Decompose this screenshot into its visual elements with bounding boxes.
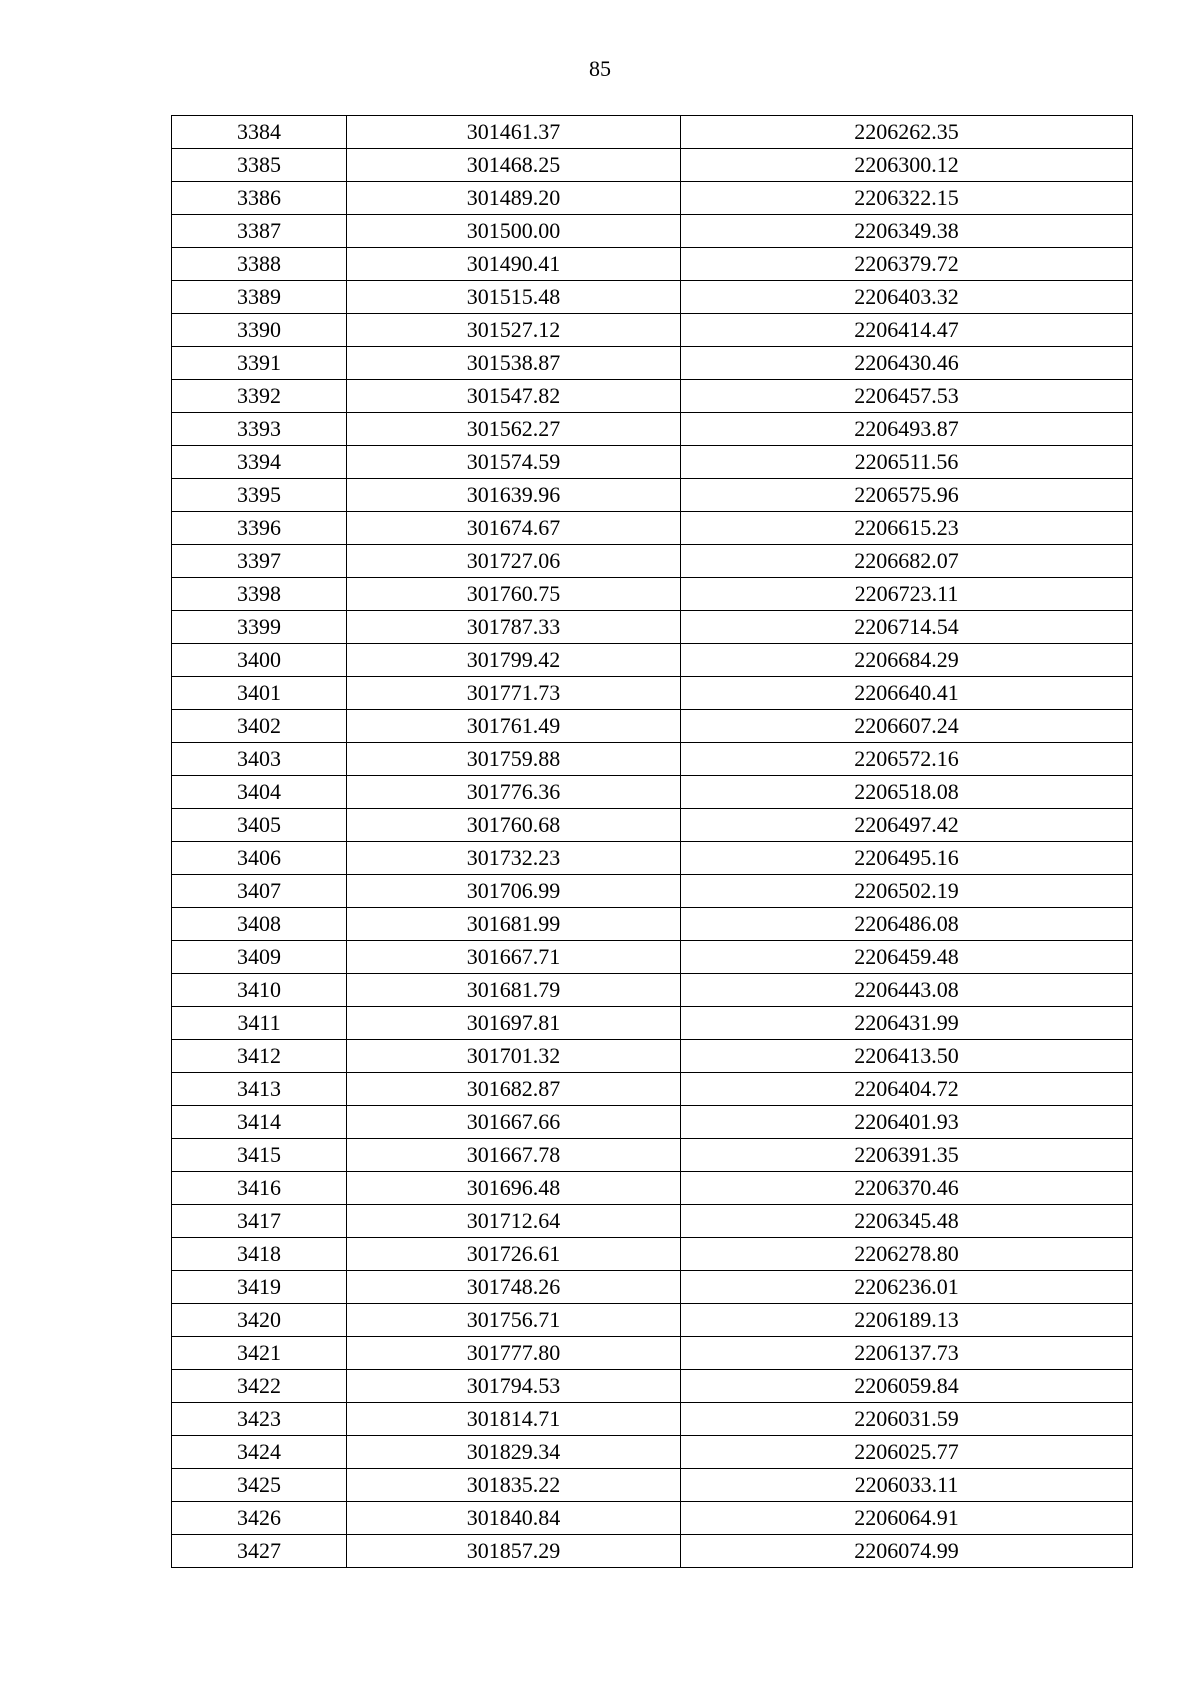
point-number-cell: 3423 bbox=[172, 1403, 347, 1436]
table-row bbox=[172, 974, 1133, 1007]
x-coordinate-cell: 301562.27 bbox=[347, 413, 681, 446]
x-coordinate-cell: 301760.75 bbox=[347, 578, 681, 611]
x-coordinate-cell: 301787.33 bbox=[347, 611, 681, 644]
point-number-cell: 3392 bbox=[172, 380, 347, 413]
x-coordinate-cell: 301759.88 bbox=[347, 743, 681, 776]
point-number-cell: 3396 bbox=[172, 512, 347, 545]
y-coordinate-cell: 2206572.16 bbox=[681, 743, 1133, 776]
table-row bbox=[172, 281, 1133, 314]
x-coordinate-cell: 301794.53 bbox=[347, 1370, 681, 1403]
point-number-cell: 3426 bbox=[172, 1502, 347, 1535]
x-coordinate-cell: 301682.87 bbox=[347, 1073, 681, 1106]
point-number-cell: 3417 bbox=[172, 1205, 347, 1238]
x-coordinate-cell: 301667.78 bbox=[347, 1139, 681, 1172]
x-coordinate-cell: 301761.49 bbox=[347, 710, 681, 743]
x-coordinate-cell: 301639.96 bbox=[347, 479, 681, 512]
point-number-cell: 3425 bbox=[172, 1469, 347, 1502]
x-coordinate-cell: 301696.48 bbox=[347, 1172, 681, 1205]
x-coordinate-cell: 301538.87 bbox=[347, 347, 681, 380]
table-row bbox=[172, 512, 1133, 545]
y-coordinate-cell: 2206684.29 bbox=[681, 644, 1133, 677]
table-row bbox=[172, 776, 1133, 809]
table-row bbox=[172, 1040, 1133, 1073]
x-coordinate-cell: 301697.81 bbox=[347, 1007, 681, 1040]
y-coordinate-cell: 2206575.96 bbox=[681, 479, 1133, 512]
table-row bbox=[172, 1469, 1133, 1502]
point-number-cell: 3414 bbox=[172, 1106, 347, 1139]
x-coordinate-cell: 301461.37 bbox=[347, 116, 681, 149]
point-number-cell: 3394 bbox=[172, 446, 347, 479]
x-coordinate-cell: 301701.32 bbox=[347, 1040, 681, 1073]
point-number-cell: 3408 bbox=[172, 908, 347, 941]
table-row bbox=[172, 446, 1133, 479]
x-coordinate-cell: 301835.22 bbox=[347, 1469, 681, 1502]
point-number-cell: 3407 bbox=[172, 875, 347, 908]
point-number-cell: 3389 bbox=[172, 281, 347, 314]
x-coordinate-cell: 301771.73 bbox=[347, 677, 681, 710]
x-coordinate-cell: 301748.26 bbox=[347, 1271, 681, 1304]
point-number-cell: 3393 bbox=[172, 413, 347, 446]
y-coordinate-cell: 2206682.07 bbox=[681, 545, 1133, 578]
y-coordinate-cell: 2206640.41 bbox=[681, 677, 1133, 710]
point-number-cell: 3387 bbox=[172, 215, 347, 248]
point-number-cell: 3402 bbox=[172, 710, 347, 743]
y-coordinate-cell: 2206403.32 bbox=[681, 281, 1133, 314]
table-row bbox=[172, 149, 1133, 182]
table-row bbox=[172, 1205, 1133, 1238]
y-coordinate-cell: 2206497.42 bbox=[681, 809, 1133, 842]
y-coordinate-cell: 2206486.08 bbox=[681, 908, 1133, 941]
point-number-cell: 3422 bbox=[172, 1370, 347, 1403]
y-coordinate-cell: 2206414.47 bbox=[681, 314, 1133, 347]
x-coordinate-cell: 301527.12 bbox=[347, 314, 681, 347]
y-coordinate-cell: 2206607.24 bbox=[681, 710, 1133, 743]
y-coordinate-cell: 2206349.38 bbox=[681, 215, 1133, 248]
x-coordinate-cell: 301706.99 bbox=[347, 875, 681, 908]
table-row bbox=[172, 1271, 1133, 1304]
table-row bbox=[172, 578, 1133, 611]
point-number-cell: 3406 bbox=[172, 842, 347, 875]
table-row bbox=[172, 545, 1133, 578]
point-number-cell: 3416 bbox=[172, 1172, 347, 1205]
table-row bbox=[172, 413, 1133, 446]
y-coordinate-cell: 2206064.91 bbox=[681, 1502, 1133, 1535]
point-number-cell: 3397 bbox=[172, 545, 347, 578]
coordinates-table-body bbox=[172, 116, 1133, 1568]
x-coordinate-cell: 301732.23 bbox=[347, 842, 681, 875]
point-number-cell: 3424 bbox=[172, 1436, 347, 1469]
y-coordinate-cell: 2206723.11 bbox=[681, 578, 1133, 611]
x-coordinate-cell: 301760.68 bbox=[347, 809, 681, 842]
table-row bbox=[172, 1502, 1133, 1535]
table-row bbox=[172, 710, 1133, 743]
table-row bbox=[172, 347, 1133, 380]
y-coordinate-cell: 2206391.35 bbox=[681, 1139, 1133, 1172]
table-row bbox=[172, 380, 1133, 413]
point-number-cell: 3401 bbox=[172, 677, 347, 710]
page-number: 85 bbox=[589, 56, 611, 81]
y-coordinate-cell: 2206457.53 bbox=[681, 380, 1133, 413]
point-number-cell: 3418 bbox=[172, 1238, 347, 1271]
y-coordinate-cell: 2206074.99 bbox=[681, 1535, 1133, 1568]
table-row bbox=[172, 116, 1133, 149]
table-row bbox=[172, 215, 1133, 248]
x-coordinate-cell: 301574.59 bbox=[347, 446, 681, 479]
y-coordinate-cell: 2206031.59 bbox=[681, 1403, 1133, 1436]
point-number-cell: 3386 bbox=[172, 182, 347, 215]
x-coordinate-cell: 301799.42 bbox=[347, 644, 681, 677]
table-row bbox=[172, 1304, 1133, 1337]
point-number-cell: 3405 bbox=[172, 809, 347, 842]
table-row bbox=[172, 1073, 1133, 1106]
x-coordinate-cell: 301667.71 bbox=[347, 941, 681, 974]
point-number-cell: 3421 bbox=[172, 1337, 347, 1370]
table-row bbox=[172, 743, 1133, 776]
x-coordinate-cell: 301756.71 bbox=[347, 1304, 681, 1337]
table-row bbox=[172, 1007, 1133, 1040]
x-coordinate-cell: 301712.64 bbox=[347, 1205, 681, 1238]
x-coordinate-cell: 301776.36 bbox=[347, 776, 681, 809]
point-number-cell: 3404 bbox=[172, 776, 347, 809]
y-coordinate-cell: 2206278.80 bbox=[681, 1238, 1133, 1271]
x-coordinate-cell: 301547.82 bbox=[347, 380, 681, 413]
y-coordinate-cell: 2206430.46 bbox=[681, 347, 1133, 380]
point-number-cell: 3420 bbox=[172, 1304, 347, 1337]
x-coordinate-cell: 301500.00 bbox=[347, 215, 681, 248]
table-row bbox=[172, 1337, 1133, 1370]
coordinates-table bbox=[171, 115, 1133, 1568]
table-row bbox=[172, 314, 1133, 347]
table-row bbox=[172, 644, 1133, 677]
y-coordinate-cell: 2206189.13 bbox=[681, 1304, 1133, 1337]
y-coordinate-cell: 2206502.19 bbox=[681, 875, 1133, 908]
y-coordinate-cell: 2206033.11 bbox=[681, 1469, 1133, 1502]
point-number-cell: 3419 bbox=[172, 1271, 347, 1304]
table-row bbox=[172, 1238, 1133, 1271]
point-number-cell: 3412 bbox=[172, 1040, 347, 1073]
y-coordinate-cell: 2206511.56 bbox=[681, 446, 1133, 479]
table-row bbox=[172, 1370, 1133, 1403]
y-coordinate-cell: 2206236.01 bbox=[681, 1271, 1133, 1304]
y-coordinate-cell: 2206404.72 bbox=[681, 1073, 1133, 1106]
table-row bbox=[172, 479, 1133, 512]
x-coordinate-cell: 301777.80 bbox=[347, 1337, 681, 1370]
y-coordinate-cell: 2206431.99 bbox=[681, 1007, 1133, 1040]
x-coordinate-cell: 301727.06 bbox=[347, 545, 681, 578]
y-coordinate-cell: 2206615.23 bbox=[681, 512, 1133, 545]
y-coordinate-cell: 2206495.16 bbox=[681, 842, 1133, 875]
x-coordinate-cell: 301667.66 bbox=[347, 1106, 681, 1139]
y-coordinate-cell: 2206370.46 bbox=[681, 1172, 1133, 1205]
x-coordinate-cell: 301489.20 bbox=[347, 182, 681, 215]
table-row bbox=[172, 248, 1133, 281]
table-row bbox=[172, 1139, 1133, 1172]
x-coordinate-cell: 301681.79 bbox=[347, 974, 681, 1007]
table-row bbox=[172, 1535, 1133, 1568]
y-coordinate-cell: 2206025.77 bbox=[681, 1436, 1133, 1469]
point-number-cell: 3388 bbox=[172, 248, 347, 281]
table-row bbox=[172, 875, 1133, 908]
table-row bbox=[172, 677, 1133, 710]
table-row bbox=[172, 809, 1133, 842]
point-number-cell: 3427 bbox=[172, 1535, 347, 1568]
y-coordinate-cell: 2206059.84 bbox=[681, 1370, 1133, 1403]
table-row bbox=[172, 908, 1133, 941]
table-row bbox=[172, 182, 1133, 215]
point-number-cell: 3400 bbox=[172, 644, 347, 677]
y-coordinate-cell: 2206413.50 bbox=[681, 1040, 1133, 1073]
y-coordinate-cell: 2206443.08 bbox=[681, 974, 1133, 1007]
y-coordinate-cell: 2206137.73 bbox=[681, 1337, 1133, 1370]
point-number-cell: 3391 bbox=[172, 347, 347, 380]
y-coordinate-cell: 2206322.15 bbox=[681, 182, 1133, 215]
y-coordinate-cell: 2206714.54 bbox=[681, 611, 1133, 644]
y-coordinate-cell: 2206379.72 bbox=[681, 248, 1133, 281]
y-coordinate-cell: 2206459.48 bbox=[681, 941, 1133, 974]
point-number-cell: 3385 bbox=[172, 149, 347, 182]
y-coordinate-cell: 2206262.35 bbox=[681, 116, 1133, 149]
table-row bbox=[172, 1436, 1133, 1469]
table-row bbox=[172, 1172, 1133, 1205]
point-number-cell: 3415 bbox=[172, 1139, 347, 1172]
table-row bbox=[172, 1106, 1133, 1139]
point-number-cell: 3413 bbox=[172, 1073, 347, 1106]
point-number-cell: 3384 bbox=[172, 116, 347, 149]
y-coordinate-cell: 2206300.12 bbox=[681, 149, 1133, 182]
x-coordinate-cell: 301515.48 bbox=[347, 281, 681, 314]
x-coordinate-cell: 301857.29 bbox=[347, 1535, 681, 1568]
x-coordinate-cell: 301840.84 bbox=[347, 1502, 681, 1535]
y-coordinate-cell: 2206518.08 bbox=[681, 776, 1133, 809]
table-row bbox=[172, 611, 1133, 644]
table-row bbox=[172, 1403, 1133, 1436]
x-coordinate-cell: 301681.99 bbox=[347, 908, 681, 941]
point-number-cell: 3410 bbox=[172, 974, 347, 1007]
point-number-cell: 3390 bbox=[172, 314, 347, 347]
table-row bbox=[172, 842, 1133, 875]
x-coordinate-cell: 301490.41 bbox=[347, 248, 681, 281]
point-number-cell: 3403 bbox=[172, 743, 347, 776]
x-coordinate-cell: 301814.71 bbox=[347, 1403, 681, 1436]
y-coordinate-cell: 2206345.48 bbox=[681, 1205, 1133, 1238]
point-number-cell: 3395 bbox=[172, 479, 347, 512]
point-number-cell: 3399 bbox=[172, 611, 347, 644]
point-number-cell: 3409 bbox=[172, 941, 347, 974]
point-number-cell: 3398 bbox=[172, 578, 347, 611]
x-coordinate-cell: 301468.25 bbox=[347, 149, 681, 182]
y-coordinate-cell: 2206401.93 bbox=[681, 1106, 1133, 1139]
x-coordinate-cell: 301674.67 bbox=[347, 512, 681, 545]
point-number-cell: 3411 bbox=[172, 1007, 347, 1040]
table-row bbox=[172, 941, 1133, 974]
x-coordinate-cell: 301829.34 bbox=[347, 1436, 681, 1469]
y-coordinate-cell: 2206493.87 bbox=[681, 413, 1133, 446]
x-coordinate-cell: 301726.61 bbox=[347, 1238, 681, 1271]
